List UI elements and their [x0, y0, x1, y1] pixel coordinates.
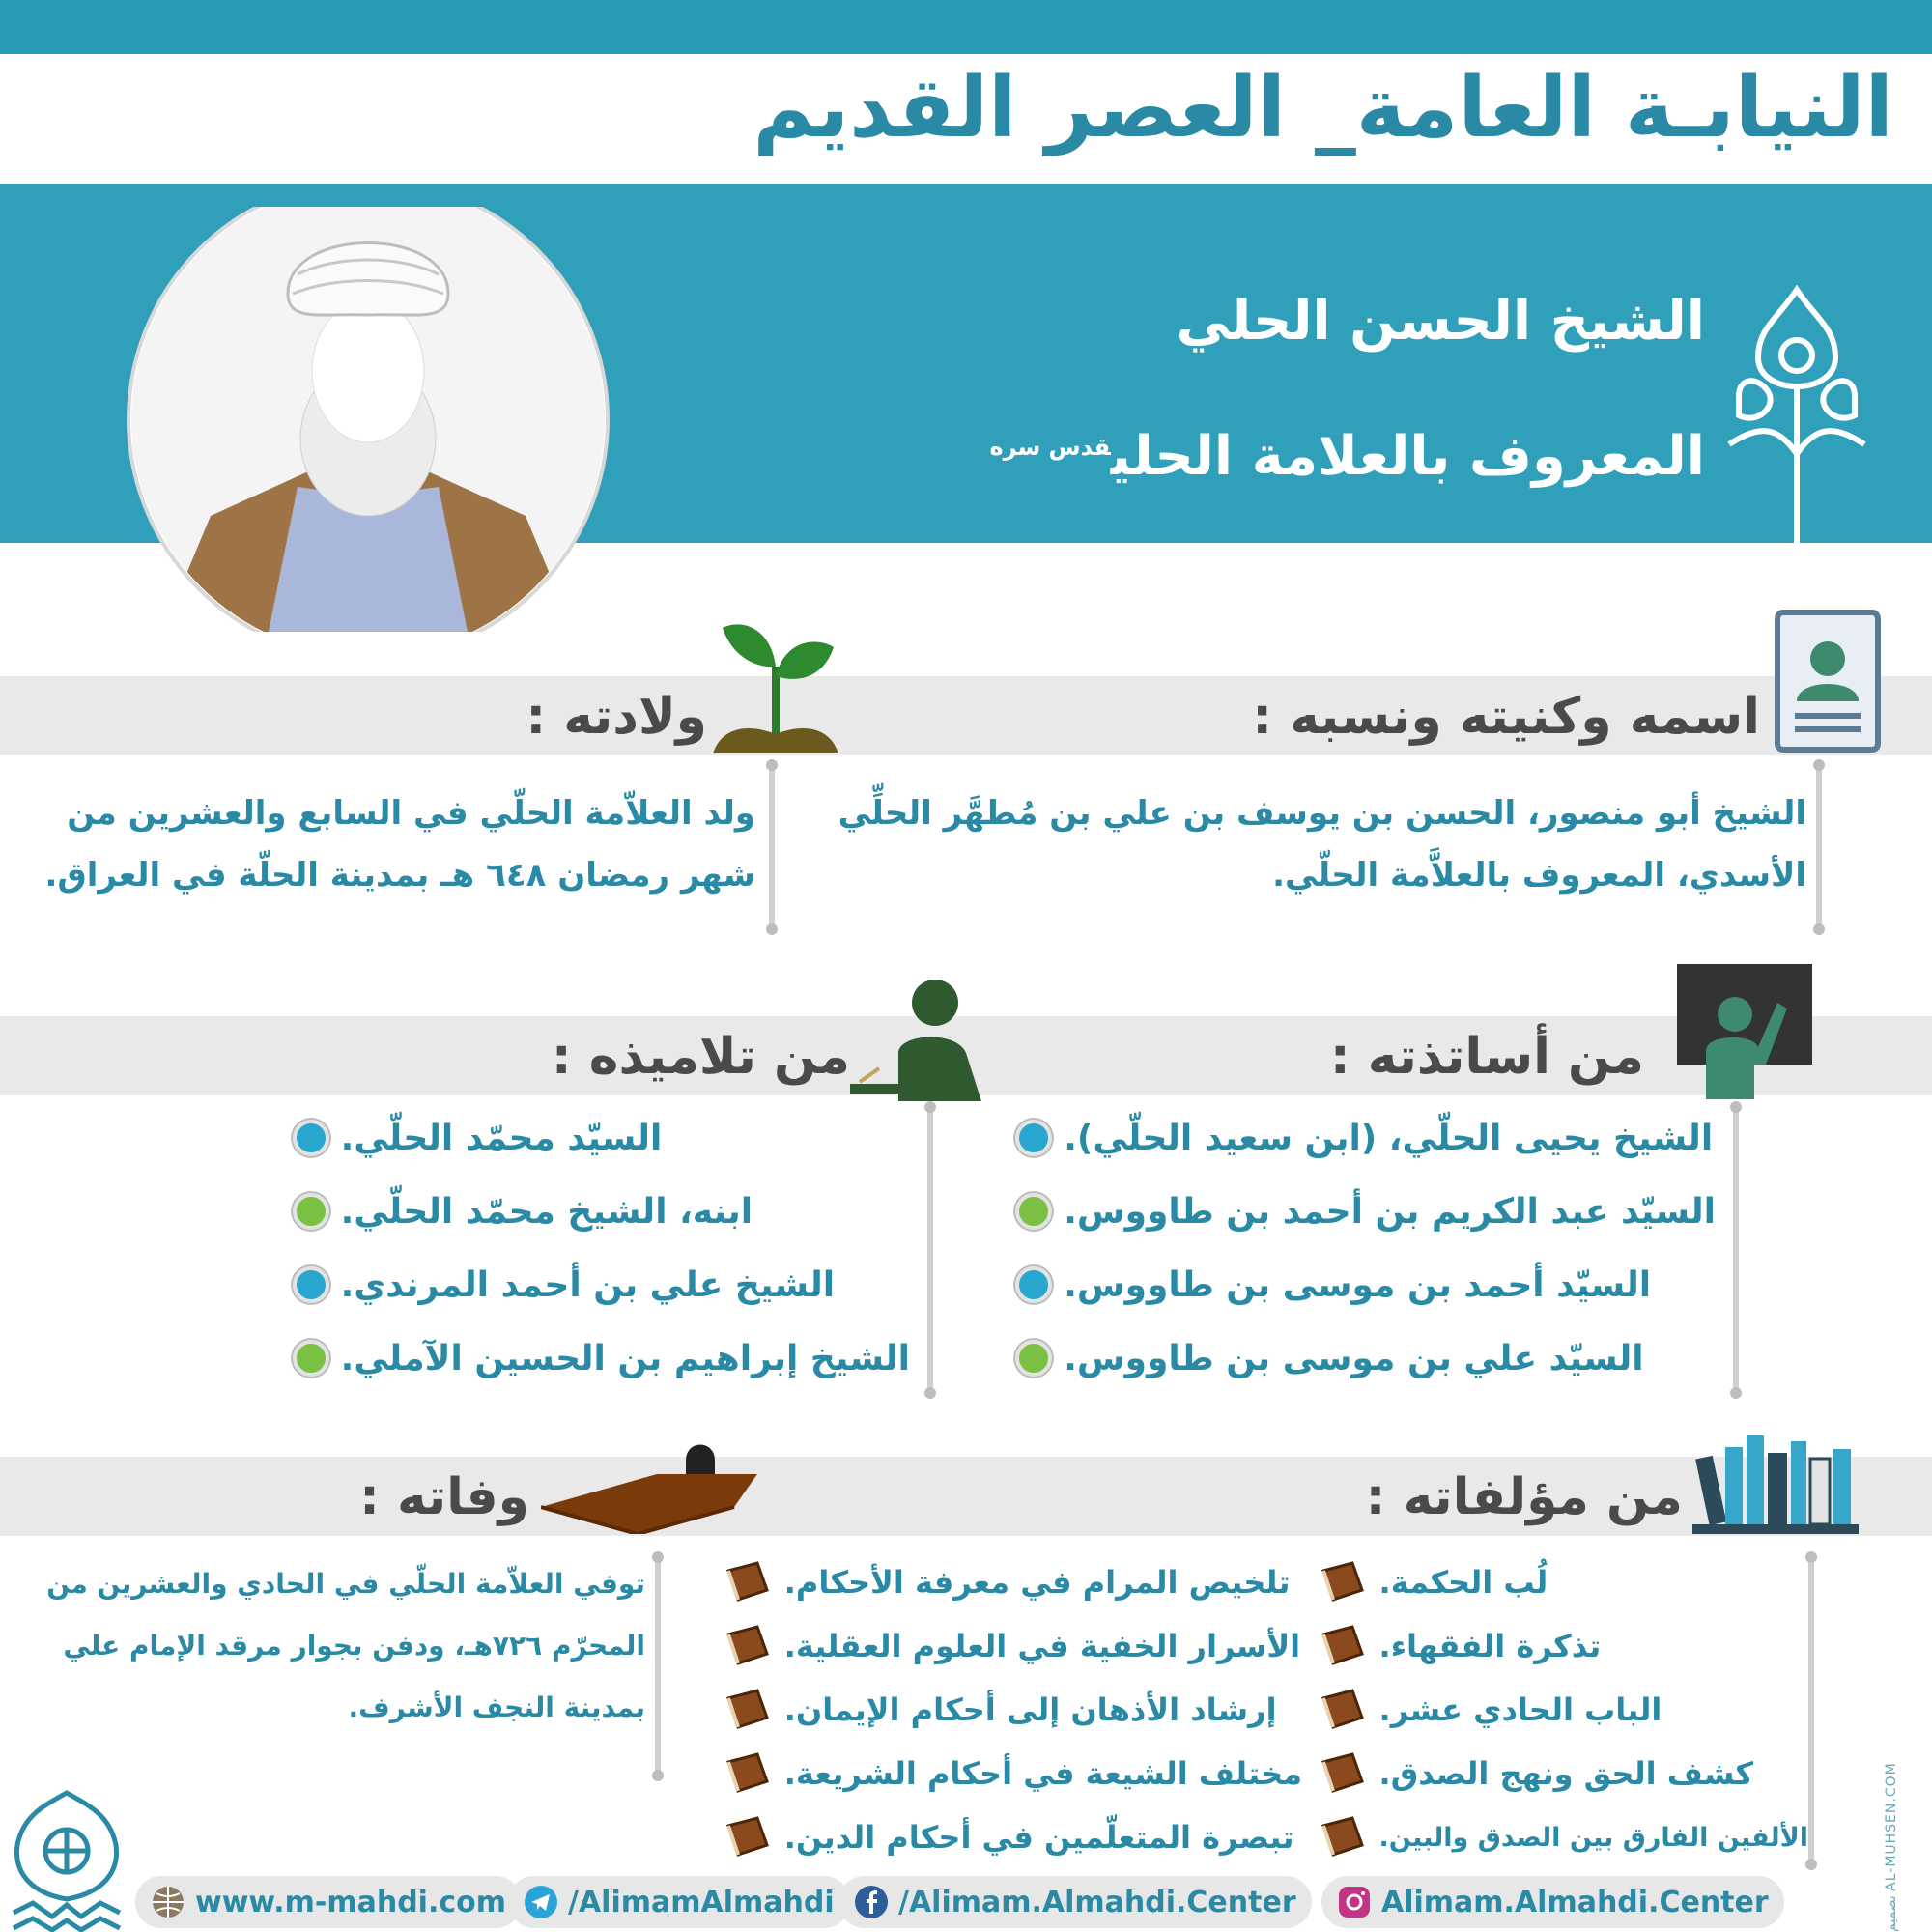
bullet-icon	[293, 1340, 329, 1377]
death-line-2: المحرّم ٧٢٦هـ، ودفن بجوار مرقد الإمام علي	[63, 1630, 645, 1662]
book-icon	[724, 1625, 771, 1667]
honorific: قدس سره	[989, 434, 1111, 462]
bullet-icon	[293, 1193, 329, 1230]
name-lineage-line-2: الأسدي، المعروف بالعلاَّمة الحلّي.	[1272, 856, 1806, 895]
list-item: ابنه، الشيخ محمّد الحلّي.	[293, 1175, 910, 1248]
book-icon	[724, 1561, 771, 1604]
bullet-icon	[293, 1120, 329, 1156]
profile-document-icon	[1774, 609, 1882, 753]
divider-rule	[1816, 765, 1822, 929]
divider-rule	[927, 1107, 933, 1393]
teacher-blackboard-icon	[1658, 964, 1812, 1099]
name-lineage-text	[744, 782, 1806, 906]
teachers-heading: من أساتذته :	[1329, 1028, 1644, 1086]
student-desk-icon	[850, 976, 985, 1101]
plant-icon	[713, 599, 838, 753]
death-line-1: توفي العلاّمة الحلّي في الحادي والعشرين من	[46, 1568, 645, 1600]
teachers-list	[1015, 1101, 1716, 1395]
divider-rule	[655, 1557, 661, 1776]
facebook-icon	[854, 1885, 889, 1919]
death-text	[17, 1553, 645, 1739]
list-item: السيّد محمّد الحلّي.	[293, 1101, 910, 1175]
bookshelf-icon	[1692, 1432, 1859, 1534]
bullet-icon	[293, 1266, 329, 1303]
works-list-right	[1320, 1550, 1808, 1869]
book-icon	[1320, 1689, 1366, 1731]
divider-rule	[1733, 1107, 1739, 1393]
portrait-illustration	[124, 207, 612, 632]
list-item: الشيخ إبراهيم بن الحسين الآملي.	[293, 1321, 910, 1395]
list-item: إرشاد الأذهان إلى أحكام الإيمان.	[724, 1678, 1302, 1742]
bullet-icon	[1015, 1340, 1052, 1377]
book-icon	[1320, 1625, 1366, 1667]
ornament-icon	[1719, 280, 1874, 543]
scholar-title	[981, 425, 1705, 488]
death-heading: وفاته :	[359, 1468, 529, 1526]
birth-text	[21, 782, 755, 906]
death-line-3: بمدينة النجف الأشرف.	[348, 1691, 645, 1723]
page-title: النيابـة العامة_ العصر القديم	[753, 60, 1893, 156]
facebook-link[interactable]: /Alimam.Almahdi.Center	[838, 1876, 1312, 1928]
book-icon	[724, 1689, 771, 1731]
list-item: السيّد أحمد بن موسى بن طاووس.	[1015, 1248, 1716, 1321]
list-item: الألفين الفارق بين الصدق والبين.	[1320, 1805, 1808, 1869]
list-item: تبصرة المتعلّمين في أحكام الدين.	[724, 1805, 1302, 1869]
birth-line-1: ولد العلاّمة الحلّي في السابع والعشرين من	[67, 794, 755, 833]
instagram-link[interactable]: Alimam.Almahdi.Center	[1321, 1876, 1784, 1928]
book-icon	[1320, 1752, 1366, 1795]
website-link[interactable]: www.m-mahdi.com	[135, 1876, 522, 1928]
students-heading: من تلاميذه :	[551, 1028, 850, 1086]
bullet-icon	[1015, 1120, 1052, 1156]
scholar-name: الشيخ الحسن الحلي	[1176, 290, 1705, 353]
book-icon	[1320, 1816, 1366, 1859]
book-icon	[724, 1816, 771, 1859]
students-list	[293, 1101, 910, 1395]
telegram-icon	[524, 1885, 558, 1919]
globe-icon	[151, 1885, 185, 1919]
list-item: كشف الحق ونهج الصدق.	[1320, 1742, 1808, 1805]
list-item: الأسرار الخفية في العلوم العقلية.	[724, 1614, 1302, 1678]
list-item: لُب الحكمة.	[1320, 1550, 1808, 1614]
grave-icon	[541, 1426, 757, 1534]
instagram-icon	[1337, 1885, 1372, 1919]
name-lineage-heading: اسمه وكنيته ونسبه :	[1252, 688, 1760, 746]
list-item: الشيخ يحيى الحلّي، (ابن سعيد الحلّي).	[1015, 1101, 1716, 1175]
list-item: تذكرة الفقهاء.	[1320, 1614, 1808, 1678]
center-logo-icon	[4, 1787, 129, 1932]
list-item: السيّد عبد الكريم بن أحمد بن طاووس.	[1015, 1175, 1716, 1248]
bullet-icon	[1015, 1193, 1052, 1230]
bullet-icon	[1015, 1266, 1052, 1303]
list-item: الباب الحادي عشر.	[1320, 1678, 1808, 1742]
works-heading: من مؤلفاته :	[1365, 1468, 1683, 1526]
known-as: المعروف بالعلامة الحلي	[1110, 425, 1705, 488]
name-lineage-line-1: الشيخ أبو منصور، الحسن بن يوسف بن علي بن مُطهَّر الحلِّي	[838, 794, 1806, 833]
divider-rule	[1808, 1557, 1814, 1864]
book-icon	[724, 1752, 771, 1795]
designer-signature: تصميم AL-MUHSEN.COM	[1884, 1762, 1899, 1932]
top-strip	[0, 0, 1932, 54]
birth-line-2: شهر رمضان ٦٤٨ هـ بمدينة الحلّة في العراق.	[44, 856, 755, 895]
book-icon	[1320, 1561, 1366, 1604]
birth-heading: ولادته :	[526, 688, 707, 746]
divider-rule	[769, 765, 775, 929]
works-list-left	[724, 1550, 1302, 1869]
list-item: الشيخ علي بن أحمد المرندي.	[293, 1248, 910, 1321]
list-item: تلخيص المرام في معرفة الأحكام.	[724, 1550, 1302, 1614]
telegram-link[interactable]: /AlimamAlmahdi	[508, 1876, 850, 1928]
list-item: مختلف الشيعة في أحكام الشريعة.	[724, 1742, 1302, 1805]
list-item: السيّد علي بن موسى بن طاووس.	[1015, 1321, 1716, 1395]
